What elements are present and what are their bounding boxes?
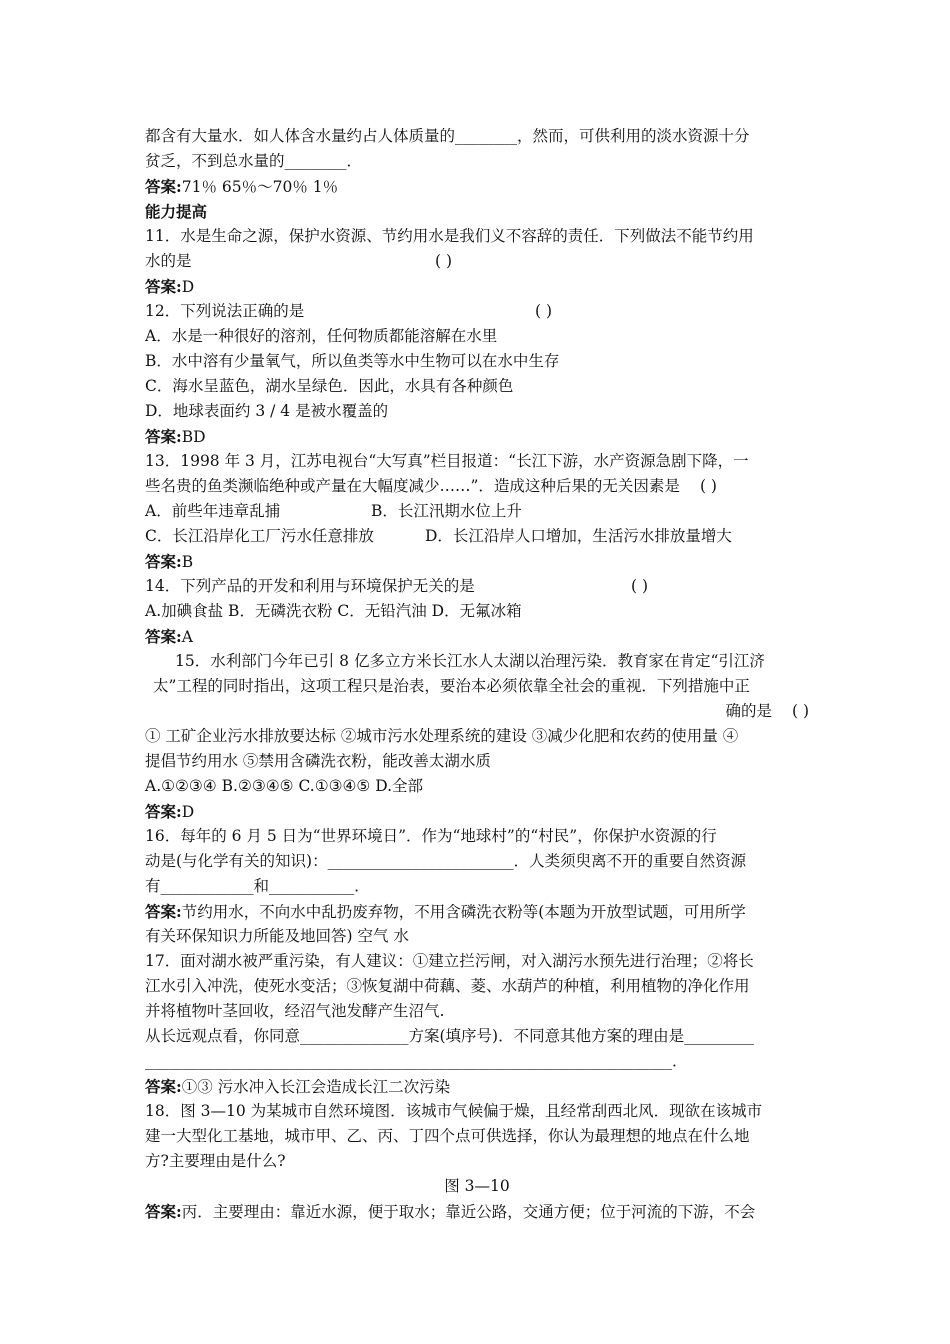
answer-line bbox=[145, 899, 809, 924]
answer-line bbox=[145, 174, 809, 199]
answer-line bbox=[145, 624, 809, 649]
answer-text: D bbox=[181, 803, 195, 821]
question-15-items: 提倡节约用水 ⑤禁用含磷洗衣粉，能改善太湖水质 bbox=[145, 752, 491, 770]
question-13: 13．1998 年 3 月，江苏电视台“大写真”栏目报道：“长江下游，水产资源急剧下降，一 bbox=[145, 452, 749, 470]
answer-line bbox=[145, 274, 809, 299]
question-18-cont: 方?主要理由是什么? bbox=[145, 1152, 286, 1170]
document-page bbox=[145, 124, 809, 1224]
question-13-cont: 些名贵的鱼类濒临绝种或产量在大幅度减少……”．造成这种后果的无关因素是 ( ) bbox=[145, 474, 809, 499]
question-15: 15．水利部门今年已引 8 亿多立方米长江水人太湖以治理污染．教育家在肯定“引江济 bbox=[175, 652, 765, 670]
answer-label: 答案: bbox=[145, 277, 182, 296]
question-16-cont: 动是(与化学有关的知识)：________________________．人类须臾离不开的重要自然资源 bbox=[145, 852, 747, 870]
answer-label: 答案: bbox=[145, 427, 182, 446]
answer-bracket: ( ) bbox=[631, 577, 649, 595]
option-b: B．长江汛期水位上升 bbox=[371, 502, 522, 520]
answer-text: B bbox=[181, 553, 194, 571]
answer-label: 答案: bbox=[145, 627, 182, 646]
question-18-cont: 建一大型化工基地，城市甲、乙、丙、丁四个点可供选择，你认为最理想的地点在什么地 bbox=[145, 1127, 750, 1145]
section-heading: 能力提高 bbox=[145, 202, 208, 221]
question-15-cont: 确的是 ( ) bbox=[145, 699, 809, 724]
answer-bracket: ( ) bbox=[699, 477, 717, 495]
answer-line bbox=[145, 1074, 809, 1099]
answer-label: 答案: bbox=[145, 1202, 182, 1221]
option-a: A．水是一种很好的溶剂，任何物质都能溶解在水里 bbox=[145, 327, 498, 345]
option-a: A．前些年违章乱捕 bbox=[145, 502, 281, 520]
option-d: D．长江沿岸人口增加，生活污水排放量增大 bbox=[425, 527, 732, 545]
question-18: 18．图 3—10 为某城市自然环境图．该城市气候偏于燥，且经常刮西北风．现欲在该城市 bbox=[145, 1102, 763, 1120]
question-17-cont: 江水引入冲洗，使死水变活；③恢复湖中荷藕、菱、水葫芦的种植，利用植物的净化作用 bbox=[145, 977, 750, 995]
question-15-items: ① 工矿企业污水排放要达标 ②城市污水处理系统的建设 ③减少化肥和农药的使用量 ④ bbox=[145, 727, 739, 745]
question-17-cont: 从长远观点看，你同意______________方案(填序号)．不同意其他方案的理由是_________ bbox=[145, 1027, 754, 1045]
answer-line bbox=[145, 1199, 809, 1224]
answer-label: 答案: bbox=[145, 552, 182, 571]
option-c: C．海水呈蓝色，湖水呈绿色．因此，水具有各种颜色 bbox=[145, 377, 514, 395]
question-16: 16．每年的 6 月 5 日为“世界环境日”．作为“地球村”的“村民”，你保护水资源的行 bbox=[145, 827, 717, 845]
answer-text: BD bbox=[181, 428, 206, 446]
text-line: 都含有大量水．如人体含水量约占人体质量的________，然而，可供利用的淡水资源十分 bbox=[145, 127, 750, 145]
answer-text: 71％ 65％～70％ 1％ bbox=[181, 178, 339, 196]
question-11: 11．水是生命之源，保护水资源、节约用水是我们义不容辞的责任．下列做法不能节约用 bbox=[145, 227, 754, 245]
options-cd bbox=[145, 524, 809, 549]
options-ab bbox=[145, 499, 809, 524]
answer-text-cont: 有关环保知识力所能及地回答) 空气 水 bbox=[145, 927, 409, 945]
question-17-cont: 并将植物叶茎回收，经沼气池发酵产生沼气. bbox=[145, 1002, 445, 1020]
question-14: 14．下列产品的开发和利用与环境保护无关的是 ( ) bbox=[145, 574, 809, 599]
answer-text: D bbox=[181, 278, 195, 296]
question-17: 17．面对湖水被严重污染，有人建议：①建立拦污闸，对入湖污水预先进行治理；②将长 bbox=[145, 952, 754, 970]
question-16-cont: 有____________和___________． bbox=[145, 877, 370, 895]
question-15-cont: 太”工程的同时指出，这项工程只是治表，要治本必须依靠全社会的重视．下列措施中正 bbox=[153, 677, 750, 695]
options: A.①②③④ B.②③④⑤ C.①③④⑤ D.全部 bbox=[145, 777, 424, 795]
option-c: C．长江沿岸化工厂污水任意排放 bbox=[145, 527, 374, 545]
option-d: D．地球表面约 3 / 4 是被水覆盖的 bbox=[145, 402, 389, 420]
answer-text: 丙．主要理由：靠近水源，便于取水；靠近公路，交通方便；位于河流的下游，不会 bbox=[181, 1203, 756, 1221]
option-b: B．水中溶有少量氧气，所以鱼类等水中生物可以在水中生存 bbox=[145, 352, 560, 370]
text-line: 贫乏，不到总水量的________． bbox=[145, 152, 363, 170]
answer-label: 答案: bbox=[145, 802, 182, 821]
answer-line bbox=[145, 799, 809, 824]
answer-text: 节约用水，不向水中乱扔废弃物，不用含磷洗衣粉等(本题为开放型试题，可用所学 bbox=[181, 903, 746, 921]
answer-text: ①③ 污水冲入长江会造成长江二次污染 bbox=[181, 1078, 451, 1096]
answer-text: A bbox=[181, 628, 193, 646]
answer-label: 答案: bbox=[145, 902, 182, 921]
options: A.加碘食盐 B．无磷洗衣粉 C．无铅汽油 D．无氟冰箱 bbox=[145, 602, 522, 620]
answer-bracket: ( ) bbox=[791, 702, 809, 720]
answer-bracket: ( ) bbox=[535, 302, 553, 320]
answer-line bbox=[145, 424, 809, 449]
question-11-cont: 水的是 ( ) bbox=[145, 249, 809, 274]
answer-bracket: ( ) bbox=[435, 252, 453, 270]
answer-label: 答案: bbox=[145, 177, 182, 196]
question-17-cont: ____________________________________________________________________． bbox=[145, 1052, 688, 1070]
answer-label: 答案: bbox=[145, 1077, 182, 1096]
question-12: 12．下列说法正确的是 ( ) bbox=[145, 299, 809, 324]
answer-line bbox=[145, 549, 809, 574]
figure-caption: 图 3—10 bbox=[444, 1177, 510, 1195]
